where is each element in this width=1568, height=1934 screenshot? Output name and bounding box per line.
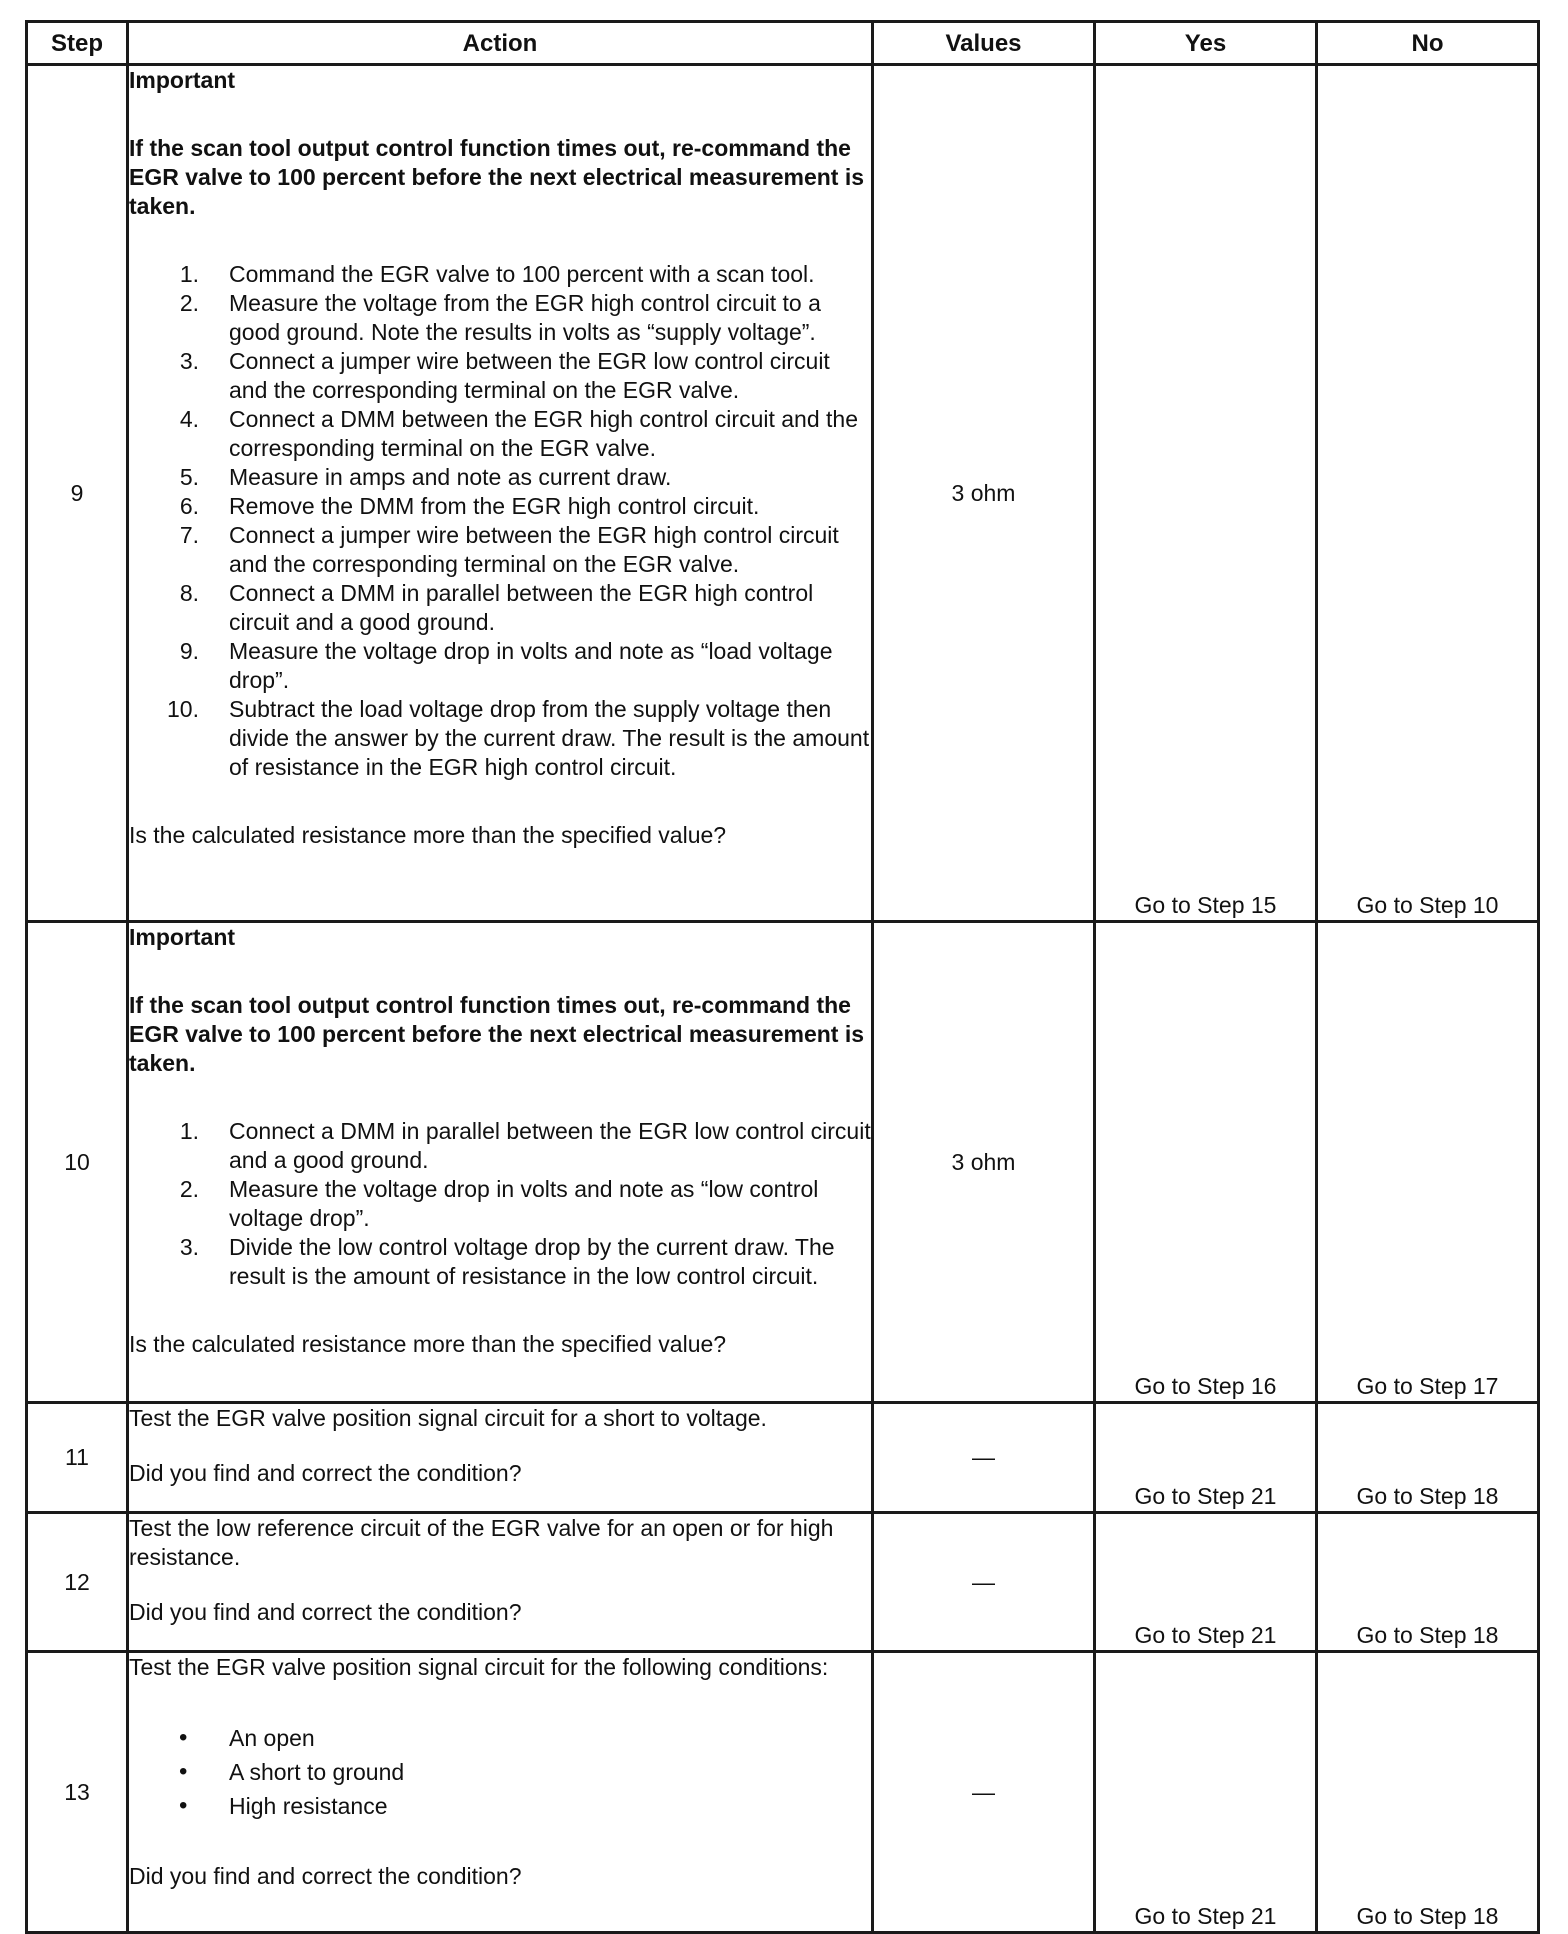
step-number: 9 — [27, 65, 128, 922]
list-item-text: An open — [229, 1725, 315, 1751]
action-cell — [128, 1403, 873, 1513]
list-item — [129, 579, 871, 637]
step-number: 11 — [27, 1403, 128, 1513]
action-cell — [128, 65, 873, 922]
list-item-text: Measure the voltage drop in volts and note as “load voltage drop”. — [229, 638, 833, 693]
list-item — [129, 1789, 871, 1823]
list-item-text: Connect a jumper wire between the EGR low control circuit and the corresponding terminal on the EGR valve. — [229, 348, 830, 403]
table-row-step-9 — [27, 65, 1539, 922]
yes-cell: Go to Step 16 — [1095, 922, 1317, 1403]
no-cell: Go to Step 18 — [1317, 1403, 1539, 1513]
list-item — [129, 347, 871, 405]
step-number: 12 — [27, 1513, 128, 1652]
yes-cell: Go to Step 21 — [1095, 1403, 1317, 1513]
list-item — [129, 1117, 871, 1175]
action-cell — [128, 1652, 873, 1933]
table-row-step-11 — [27, 1403, 1539, 1513]
list-item-number: 10. — [167, 696, 199, 722]
list-item-text: Measure in amps and note as current draw. — [229, 464, 672, 490]
list-item-text: Measure the voltage from the EGR high control circuit to a good ground. Note the results in volts as “supply voltage”. — [229, 290, 821, 345]
list-item-text: Command the EGR valve to 100 percent with a scan tool. — [229, 261, 815, 287]
list-item — [129, 492, 871, 521]
important-label: Important — [129, 67, 236, 93]
yes-cell: Go to Step 21 — [1095, 1652, 1317, 1933]
diagnostic-table-sheet — [25, 20, 1537, 1934]
action-cell — [128, 922, 873, 1403]
values-cell: 3 ohm — [873, 65, 1095, 922]
question-text: Did you find and correct the condition? — [129, 1460, 522, 1486]
action-text: Test the low reference circuit of the EGR valve for an open or for high resistance. — [129, 1515, 834, 1570]
important-label: Important — [129, 924, 236, 950]
no-cell: Go to Step 18 — [1317, 1652, 1539, 1933]
header-yes: Yes — [1095, 22, 1317, 65]
values-cell: — — [873, 1652, 1095, 1933]
list-item-number: 1. — [179, 261, 199, 287]
list-item-text: A short to ground — [229, 1759, 405, 1785]
list-item-number: 7. — [179, 522, 199, 548]
step-number: 13 — [27, 1652, 128, 1933]
question-text: Is the calculated resistance more than the specified value? — [129, 822, 727, 848]
no-cell: Go to Step 10 — [1317, 65, 1539, 922]
header-action: Action — [128, 22, 873, 65]
important-note: If the scan tool output control function times out, re-command the EGR valve to 100 percent before the next electrical measurement is taken. — [129, 135, 865, 219]
list-item-text: Connect a DMM in parallel between the EGR high control circuit and a good ground. — [229, 580, 814, 635]
list-item — [129, 260, 871, 289]
procedure-list — [129, 260, 871, 782]
list-item-number: 2. — [179, 1176, 199, 1202]
list-item-number: 3. — [179, 1234, 199, 1260]
bullet-icon: • — [179, 1792, 188, 1819]
procedure-list — [129, 1117, 871, 1291]
list-item-text: Connect a DMM between the EGR high control circuit and the corresponding terminal on the EGR valve. — [229, 406, 858, 461]
yes-cell: Go to Step 21 — [1095, 1513, 1317, 1652]
list-item — [129, 521, 871, 579]
list-item-number: 6. — [179, 493, 199, 519]
list-item-text: Remove the DMM from the EGR high control circuit. — [229, 493, 760, 519]
list-item — [129, 637, 871, 695]
table-row-step-10 — [27, 922, 1539, 1403]
action-text: Test the EGR valve position signal circuit for a short to voltage. — [129, 1405, 767, 1431]
list-item-number: 1. — [179, 1118, 199, 1144]
list-item-number: 8. — [179, 580, 199, 606]
list-item-number: 5. — [179, 464, 199, 490]
list-item-text: Connect a DMM in parallel between the EGR low control circuit and a good ground. — [229, 1118, 871, 1173]
header-row — [27, 22, 1539, 65]
condition-list — [129, 1721, 871, 1823]
no-cell: Go to Step 18 — [1317, 1513, 1539, 1652]
header-no: No — [1317, 22, 1539, 65]
step-number: 10 — [27, 922, 128, 1403]
list-item — [129, 405, 871, 463]
list-item-text: High resistance — [229, 1793, 388, 1819]
list-item — [129, 289, 871, 347]
list-item-text: Divide the low control voltage drop by the current draw. The result is the amount of resistance in the low control circuit. — [229, 1234, 835, 1289]
header-step: Step — [27, 22, 128, 65]
important-note: If the scan tool output control function times out, re-command the EGR valve to 100 percent before the next electrical measurement is taken. — [129, 992, 865, 1076]
list-item — [129, 1721, 871, 1755]
list-item — [129, 1755, 871, 1789]
table-row-step-13 — [27, 1652, 1539, 1933]
list-item — [129, 463, 871, 492]
list-item-number: 9. — [179, 638, 199, 664]
values-cell: — — [873, 1513, 1095, 1652]
list-item — [129, 1233, 871, 1291]
question-text: Is the calculated resistance more than the specified value? — [129, 1331, 727, 1357]
values-cell: — — [873, 1403, 1095, 1513]
bullet-icon: • — [179, 1758, 188, 1785]
question-text: Did you find and correct the condition? — [129, 1863, 522, 1889]
list-item-text: Connect a jumper wire between the EGR high control circuit and the corresponding terminal on the EGR valve. — [229, 522, 839, 577]
list-item-number: 4. — [179, 406, 199, 432]
list-item-number: 2. — [179, 290, 199, 316]
question-text: Did you find and correct the condition? — [129, 1599, 522, 1625]
no-cell: Go to Step 17 — [1317, 922, 1539, 1403]
diagnostic-table — [25, 20, 1540, 1934]
list-item-number: 3. — [179, 348, 199, 374]
list-item-text: Measure the voltage drop in volts and note as “low control voltage drop”. — [229, 1176, 819, 1231]
header-values: Values — [873, 22, 1095, 65]
yes-cell: Go to Step 15 — [1095, 65, 1317, 922]
list-item-text: Subtract the load voltage drop from the supply voltage then divide the answer by the current draw. The result is the amount of resistance in the EGR high control circuit. — [229, 696, 870, 780]
values-cell: 3 ohm — [873, 922, 1095, 1403]
action-cell — [128, 1513, 873, 1652]
table-row-step-12 — [27, 1513, 1539, 1652]
action-text: Test the EGR valve position signal circuit for the following conditions: — [129, 1654, 829, 1680]
list-item — [129, 1175, 871, 1233]
bullet-icon: • — [179, 1724, 188, 1751]
list-item — [129, 695, 871, 782]
